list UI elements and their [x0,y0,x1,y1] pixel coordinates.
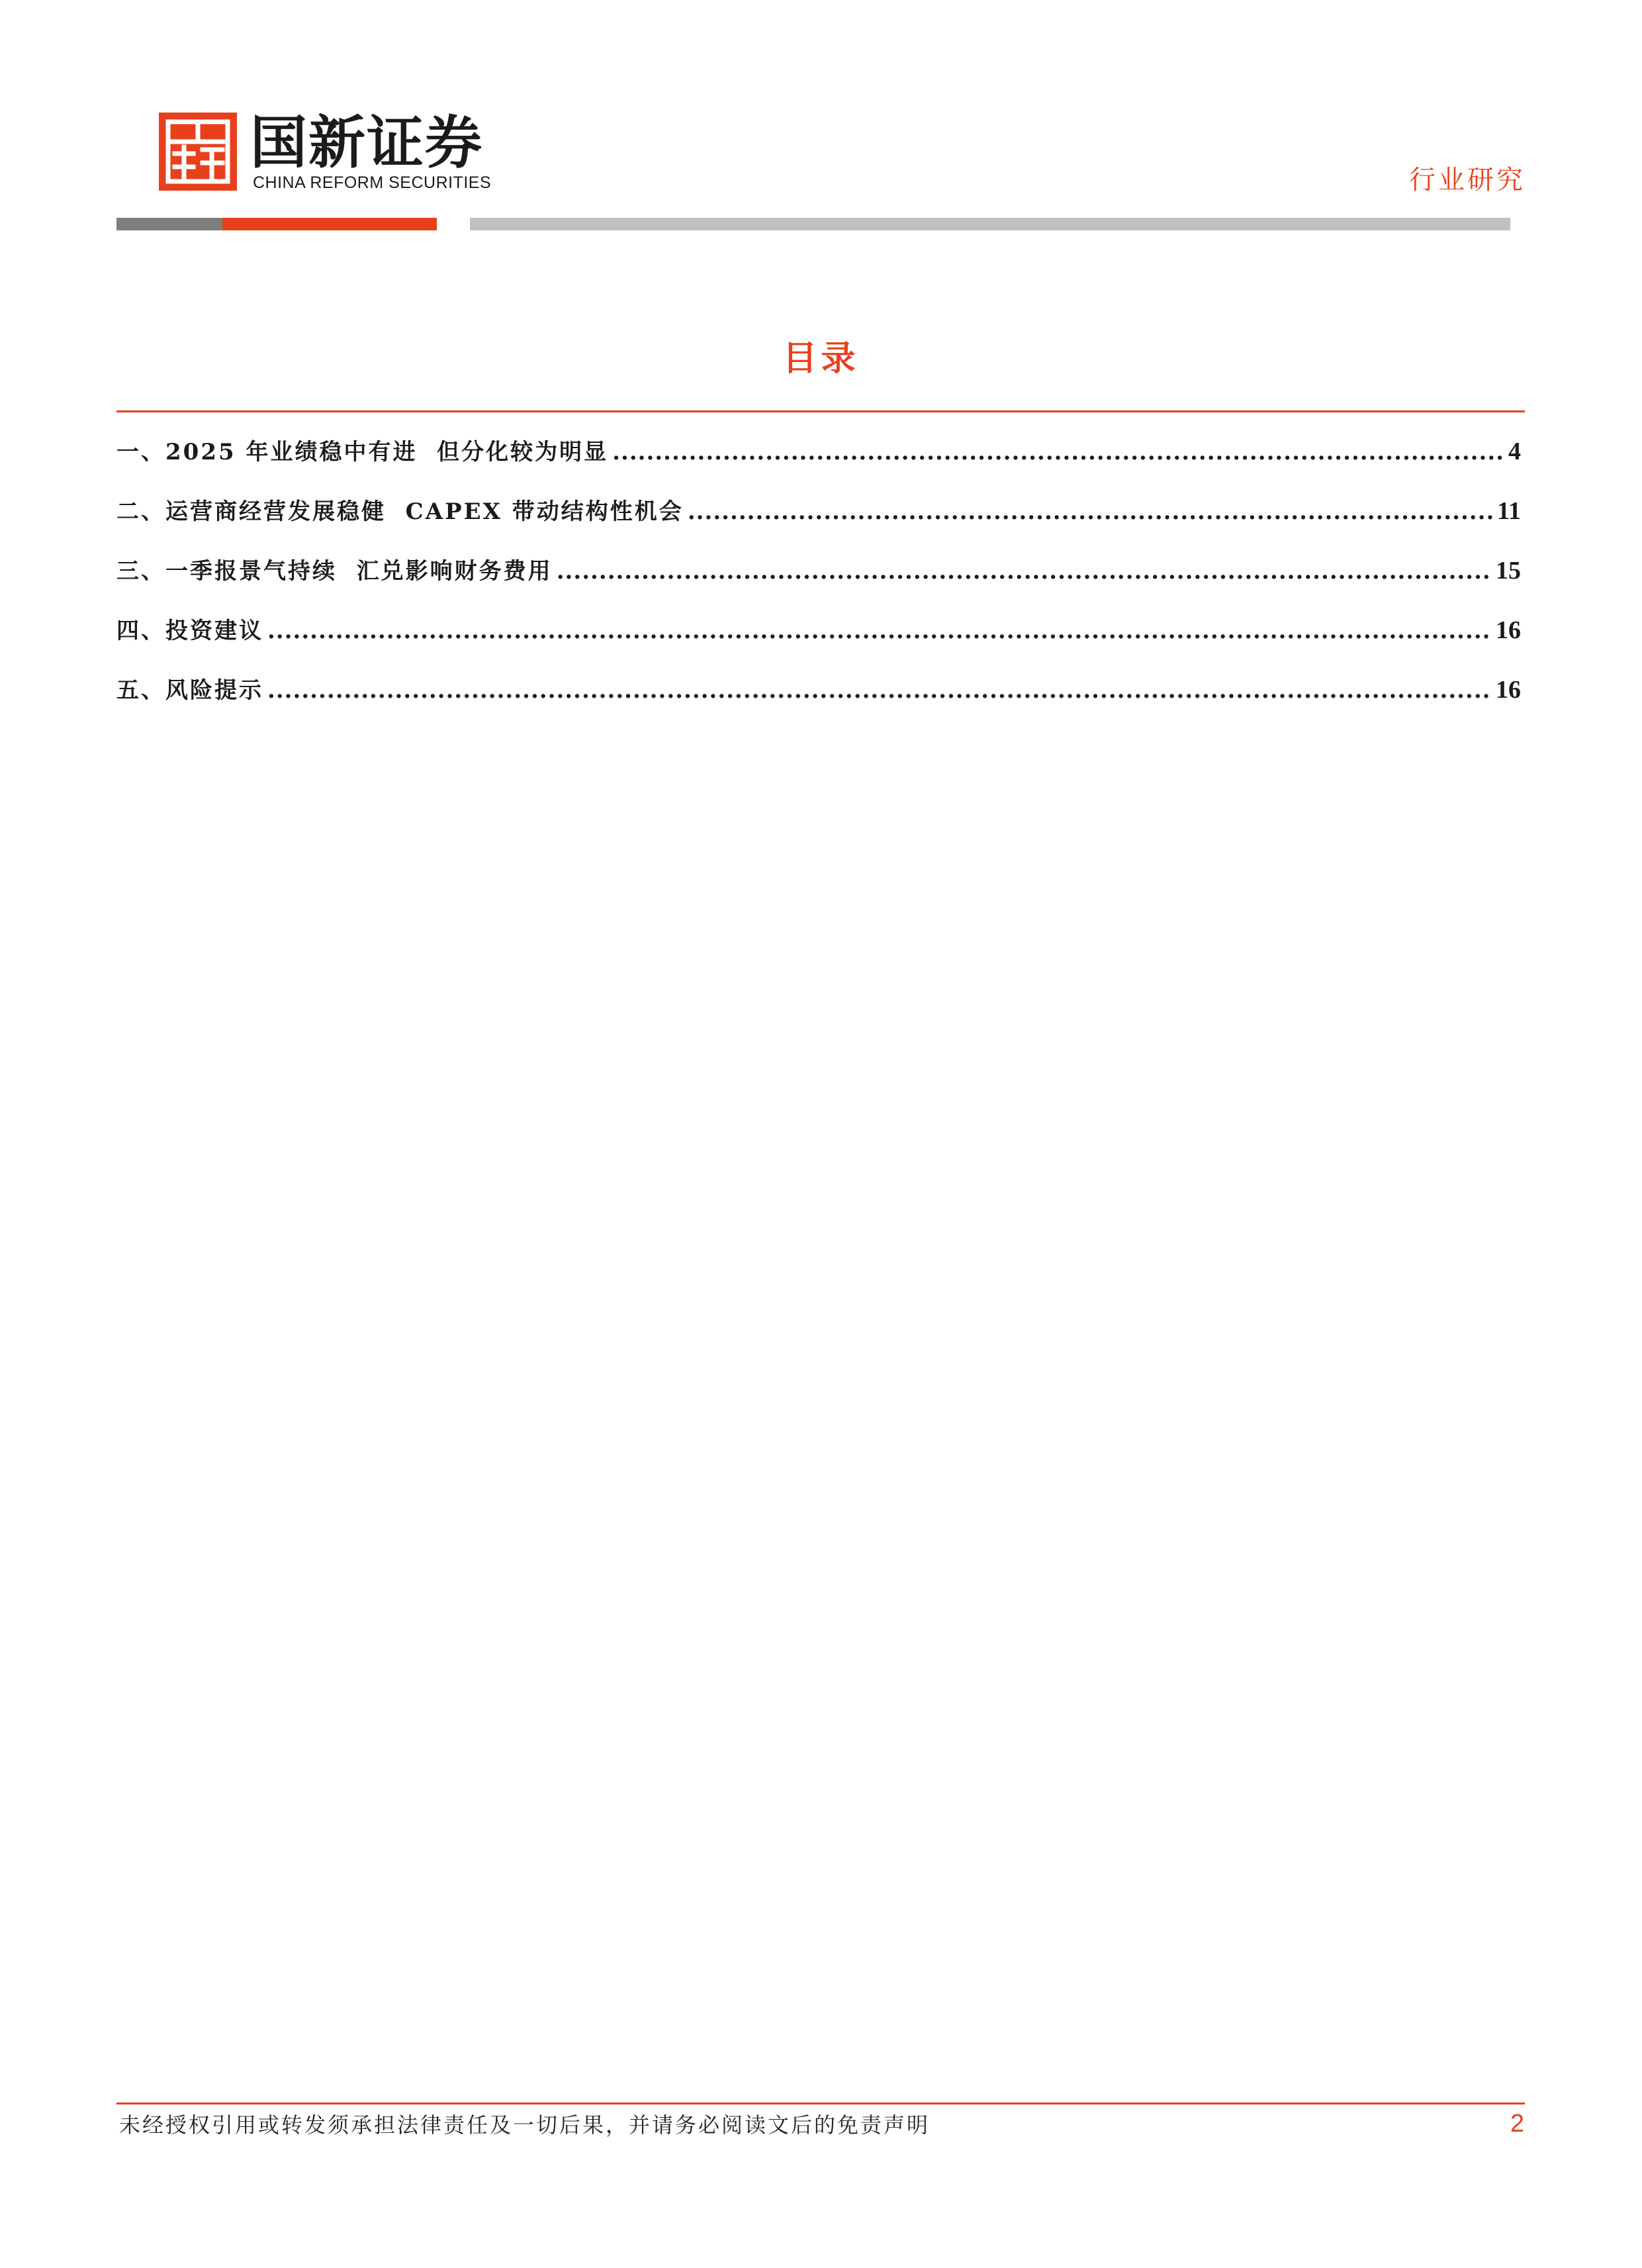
toc-entry[interactable] [116,610,1521,670]
toc-entry-label: 三、一季报景气持续 汇兑影响财务费用 [116,558,553,585]
toc-entry-page: 16 [1496,676,1521,704]
header-bar-accent [222,218,437,230]
page-number: 2 [1510,2110,1524,2138]
toc-entry-label: 四、投资建议 [116,618,263,644]
toc-entry[interactable] [116,491,1521,551]
toc-dot-leader [557,551,1492,591]
header-bar-dark [116,218,222,230]
toc-entry[interactable] [116,432,1521,491]
toc-entry-page: 16 [1496,616,1521,644]
toc-entry-page: 11 [1497,497,1521,525]
company-name-en: CHINA REFORM SECURITIES [253,173,492,192]
toc-dot-leader [267,671,1492,710]
toc-title: 目录 [782,339,860,379]
report-type-label: 行业研究 [1409,165,1526,195]
footer-disclaimer: 未经授权引用或转发须承担法律责任及一切后果，并请务必阅读文后的免责声明 [119,2112,931,2138]
toc-dot-leader [688,492,1493,532]
toc-entry-label: 二、运营商经营发展稳健 CAPEX 带动结构性机会 [116,498,684,525]
toc-entry-page: 15 [1496,557,1521,585]
company-logo-icon [159,113,237,191]
toc-entry-page: 4 [1508,438,1521,465]
header-bar-light [470,218,1510,230]
toc-entry-label: 一、2025 年业绩稳中有进 但分化较为明显 [116,439,609,465]
toc-list [116,432,1521,730]
toc-entry[interactable] [116,551,1521,610]
company-name-cn: 国新证券 [250,110,483,176]
toc-divider [116,410,1525,412]
toc-entry[interactable] [116,670,1521,730]
toc-entry-label: 五、风险提示 [116,677,263,704]
toc-dot-leader [612,432,1504,472]
toc-dot-leader [267,611,1492,651]
footer-divider [116,2103,1525,2104]
